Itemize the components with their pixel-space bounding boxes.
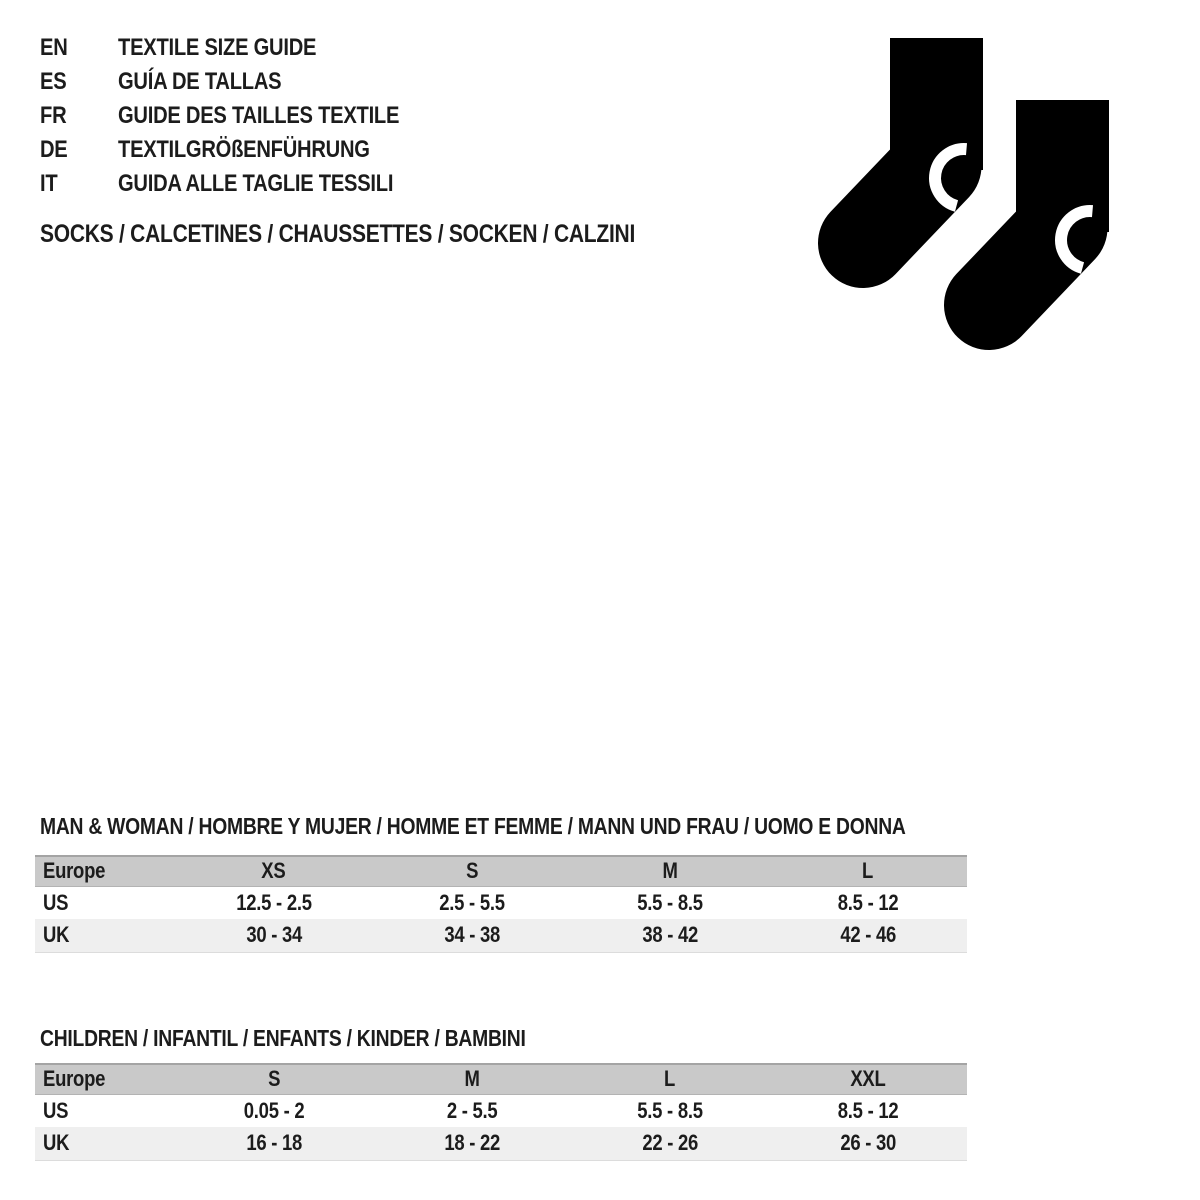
size-value-text: 26 - 30 — [840, 1130, 896, 1156]
column-header-region — [35, 1064, 175, 1094]
size-value-cell — [769, 886, 967, 919]
language-code — [40, 170, 118, 198]
column-header-size — [373, 1064, 571, 1094]
column-header-size — [571, 856, 769, 886]
column-header-text: L — [862, 858, 874, 884]
man-woman-size-table — [35, 855, 967, 953]
column-header-text: S — [267, 1066, 280, 1092]
size-value-cell — [571, 1094, 769, 1127]
size-value-text: 8.5 - 12 — [837, 1097, 899, 1123]
children-section-title — [40, 1025, 618, 1051]
section-title-text: MAN & WOMAN / HOMBRE Y MUJER / HOMME ET FEMME / MANN UND FRAU / UOMO E DONNA — [40, 813, 906, 839]
size-value-cell — [175, 886, 373, 919]
row-label-cell — [35, 1127, 175, 1160]
language-label-text: GUIDA ALLE TAGLIE TESSILI — [118, 170, 394, 197]
column-header-size — [571, 1064, 769, 1094]
language-label — [118, 136, 453, 164]
table-header-row — [35, 856, 967, 886]
language-row-fr — [40, 99, 453, 133]
language-code-text: FR — [40, 102, 67, 129]
column-header-size — [769, 1064, 967, 1094]
column-header-text: Europe — [43, 1066, 106, 1092]
size-value-text: 34 - 38 — [443, 922, 500, 948]
row-label-cell — [35, 1094, 175, 1127]
language-row-de — [40, 133, 453, 167]
row-label-text: US — [43, 1097, 69, 1123]
product-category-line — [40, 219, 748, 249]
language-row-en — [40, 31, 453, 65]
language-label — [118, 68, 453, 96]
size-value-text: 2 - 5.5 — [446, 1097, 498, 1123]
size-value-text: 30 - 34 — [245, 922, 302, 948]
size-value-text: 8.5 - 12 — [837, 889, 899, 915]
language-code-text: DE — [40, 136, 68, 163]
size-value-cell — [769, 919, 967, 952]
language-label — [118, 170, 453, 198]
product-category-text: SOCKS / CALCETINES / CHAUSSETTES / SOCKEN / CALZINI — [40, 220, 636, 248]
language-row-es — [40, 65, 453, 99]
column-header-text: Europe — [43, 858, 106, 884]
size-value-text: 12.5 - 2.5 — [236, 889, 312, 915]
size-value-cell — [175, 1127, 373, 1160]
size-value-text: 42 - 46 — [840, 922, 896, 948]
section-title-text: CHILDREN / INFANTIL / ENFANTS / KINDER / BAMBINI — [40, 1025, 526, 1051]
size-value-cell — [571, 1127, 769, 1160]
column-header-text: M — [464, 1066, 480, 1092]
column-header-size — [373, 856, 571, 886]
language-code-text: EN — [40, 34, 68, 61]
size-value-cell — [175, 919, 373, 952]
language-label-text: GUIDE DES TAILLES TEXTILE — [118, 102, 400, 129]
table-row-uk — [35, 919, 967, 952]
row-label-cell — [35, 886, 175, 919]
language-code-text: ES — [40, 68, 67, 95]
column-header-text: S — [465, 858, 478, 884]
row-label-text: US — [43, 889, 69, 915]
size-value-text: 16 - 18 — [245, 1130, 302, 1156]
language-guide-block — [40, 31, 453, 201]
size-value-cell — [175, 1094, 373, 1127]
row-label-cell — [35, 919, 175, 952]
size-value-cell — [373, 1094, 571, 1127]
size-value-cell — [769, 1127, 967, 1160]
language-label — [118, 102, 453, 130]
size-value-cell — [769, 1094, 967, 1127]
size-value-text: 22 - 26 — [642, 1130, 698, 1156]
language-row-it — [40, 167, 453, 201]
column-header-text: M — [662, 858, 678, 884]
table-row-us — [35, 1094, 967, 1127]
language-code — [40, 102, 118, 130]
size-value-text: 5.5 - 8.5 — [637, 1097, 703, 1123]
table-row-uk — [35, 1127, 967, 1160]
table-header-row — [35, 1064, 967, 1094]
size-value-text: 2.5 - 5.5 — [439, 889, 505, 915]
man-woman-section-title — [40, 813, 1071, 839]
size-value-cell — [373, 1127, 571, 1160]
column-header-text: XS — [261, 858, 286, 884]
language-code — [40, 136, 118, 164]
socks-icon — [810, 30, 1132, 355]
size-value-text: 38 - 42 — [642, 922, 698, 948]
size-value-cell — [373, 919, 571, 952]
column-header-region — [35, 856, 175, 886]
language-label-text: TEXTILE SIZE GUIDE — [118, 34, 317, 61]
row-label-text: UK — [43, 1130, 70, 1156]
table-row-us — [35, 886, 967, 919]
language-label — [118, 34, 453, 62]
size-value-cell — [571, 919, 769, 952]
language-label-text: GUÍA DE TALLAS — [118, 68, 282, 95]
column-header-size — [175, 1064, 373, 1094]
size-value-text: 18 - 22 — [443, 1130, 500, 1156]
column-header-size — [769, 856, 967, 886]
size-value-text: 0.05 - 2 — [243, 1097, 305, 1123]
column-header-text: L — [664, 1066, 676, 1092]
column-header-size — [175, 856, 373, 886]
size-value-text: 5.5 - 8.5 — [637, 889, 703, 915]
language-label-text: TEXTILGRÖßENFÜHRUNG — [118, 136, 370, 163]
size-value-cell — [571, 886, 769, 919]
size-value-cell — [373, 886, 571, 919]
language-code — [40, 34, 118, 62]
children-size-table — [35, 1063, 967, 1161]
language-code — [40, 68, 118, 96]
row-label-text: UK — [43, 922, 70, 948]
column-header-text: XXL — [850, 1066, 886, 1092]
language-code-text: IT — [40, 170, 58, 197]
